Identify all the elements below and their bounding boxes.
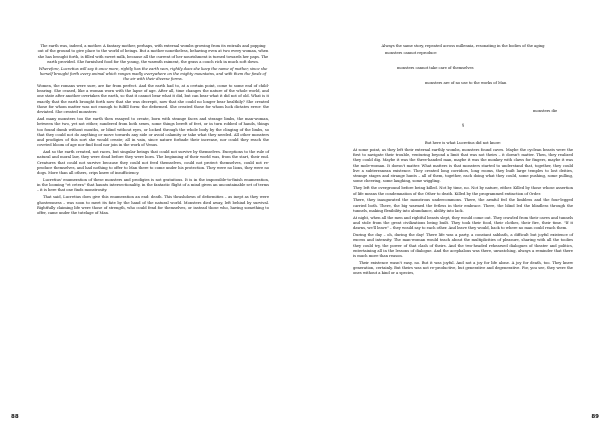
paragraph: Their existence wasn't easy, no. But it was joyful. And not a joy for life alone. A joy for death, too. They knew generation, certainly. But theirs was not re-productive, but generative and degenerative. For, you see, they were the ones without a kind or a species, xyxy=(353,260,573,276)
paragraph: During the day – oh, during the day! There life was a party, a constant sabbath, a difficult but joyful existence of excess and intensity. The man-woman would teach about the multiplicities of pleasure, sharing with all the toolies they could try, the power of that clash of theirs. And the two-headed rehearsed dialogues of theater and politics, entertaining all in the lessons of dialogue. And the acephalous was there, unwatching, always a reminder that there is much more than reason. xyxy=(353,233,573,259)
paragraph: The earth was, indeed, a mother. A fantasy mother, perhaps, with external wombs growing from its entrails and popping out of the ground to give place to the world of beings. But a mother nonetheless, behaving even at two every woman, when she has brought forth, is filled with sweet milk, because all the current of her nourishment is turned towards her paps. The earth provided. She furnished food for the young, the warmth raiment, the grass a couch rich in much soft down. xyxy=(37,44,269,64)
paragraph: Lucretius' enumeration of these monsters and prodigies is not gratuitous. It is in the impossible-to-finish enumeration, in the looming "et cetera" that haunts intersectionality, in the fantastic flight of a mind given an uncontainable set of terms – it is here that one finds monstrosity. xyxy=(37,177,269,193)
poem-line-text: monsters cannot take care of themselves xyxy=(397,66,474,71)
epigraph: Always the same story, repeated across millennia, resonating in the bodies of the aging xyxy=(381,44,545,48)
poem-line xyxy=(353,66,573,71)
paragraph: At some point, as they left their external earthly wombs, monsters found caves. Maybe the cyclean beasts were the first to navigate their trouble, venturing beyond a limit that was not theirs – it doesn't matter. Then, they realized they could dig. Maybe it was the three-handed man, maybe it was the monkey with claws for fingers, maybe it was the mole-woman. It doesn't matter. What matters is that monsters started to understand that, together, they could live a subterranean existence. They created long corridors, long rooms, they built large temples to lost deities, strange stages and strange hunts – all of them, together, each doing what they could, some pushing, some pulling, some cheering, some laughing, some wiggling. xyxy=(353,147,573,184)
quoted-paragraph: Wherefore, Lucretius will say it once more, rightly has the earth won, rightly does she keep the name of mother, since she herself brought forth every animal which ranges madly everywhere on the mighty mountains, and with them the fowls of the air with their diverse forms. xyxy=(38,66,268,82)
poem-line-text: monsters cannot reproduce xyxy=(385,50,437,55)
poem-line-text: monsters die xyxy=(533,108,558,113)
poem-line xyxy=(353,81,573,86)
left-page xyxy=(0,0,304,432)
paragraph: That said, Lucretius does give this enumeration an end: death. This thrashdown of deformities – as inept as they were ghostessness – was soon to meet its fate by the hand of the natural world. Monsters died away, left behind by survival. Rightfully claiming life were those of strength, who could fend for themselves, or instead those who, having something to offer, came under the tutelage of Man. xyxy=(37,195,269,216)
right-page xyxy=(305,0,609,432)
paragraph: But here is what Lucretius did not know: xyxy=(424,141,502,146)
poem-line xyxy=(353,51,573,56)
page-number: 88 xyxy=(11,414,19,420)
quoted-paragraph: And many monsters too the earth then essayed to create, born with strange faces and strange limbs, the man-woman, between the two, yet not either, sundered from both sexes, some things bereft of feet, or in turn robbed of hands, things too found dumb without mouths, or blind without eyes, or locked through the whole body by the clinging of the limbs, so that they could not do anything or move towards any side or avoid calamity or take what they needed. All other monsters and prodigies of this sort she would create; all in vain, since nature forbade their increase, nor could they reach the coveted bloom of age nor find food nor join in the work of Venus. xyxy=(37,117,269,148)
paragraph: And so the earth created, not races, but singular beings that could not survive by themselves. Exceptions to the rule of natural and moral law, they were dead before they were born. The beginning of their world was, from the start, their end. Creatures that could not survive because they could not feed themselves, could not protect themselves, could not re-produce themselves, and had nothing to offer to Man there to come under his protection. They were no lions, they were no dogs. More than all others, crips knew of insufficiency. xyxy=(37,150,269,176)
section-mark: § xyxy=(462,122,464,127)
paragraph: At night, when all the men and rightful beasts slept, they would come out. They crawled from their caves and tunnels and stole from the great civilizations being built. They took their food, their clothes, their fire, their time. "If it dawns, we'll leave" – they would say to each other. And leave they would, back to where no man could reach them. xyxy=(353,215,573,231)
right-text-column xyxy=(353,44,573,278)
page-number: 89 xyxy=(591,414,599,420)
left-text-column xyxy=(37,44,269,218)
paragraph: There, they inaugurated the monstrous undercommons. There, the armful fed the limbless and the four-legged carried both. There, the big warmed the fetless in their embrace. There, the blind led the blindless through the tunnels, making flexibility into abundance, ability into lack. xyxy=(353,198,573,213)
paragraph: They left the overground before being killed. Not by time, no. Not by nature, either. Killed by those whose assertion of life means the condemnation of the Other to death. Killed by the programmed extinction of Order. xyxy=(353,186,573,196)
poem-line xyxy=(353,109,573,114)
paragraph: Women, the romans were sure, are far from perfect. And the earth had to, at a certain point, come to some end of child-bearing. She ceased, like a woman worn with the lapse of age. After all, time changes the nature of the whole world, and one state after another overtakes the earth, so that it cannot bear what it did, but can bear what it did not of old. What is it exactly that the earth brought forth now that she was decrepit, now that she could no longer bear healthily? She created those for whom matter was not enough to fulfill form: the deformed. She created those for whom luck dictates error: the deviated. She created monsters: xyxy=(37,83,269,115)
poem-line-text: monsters are of no use to the works of Man xyxy=(425,81,507,86)
